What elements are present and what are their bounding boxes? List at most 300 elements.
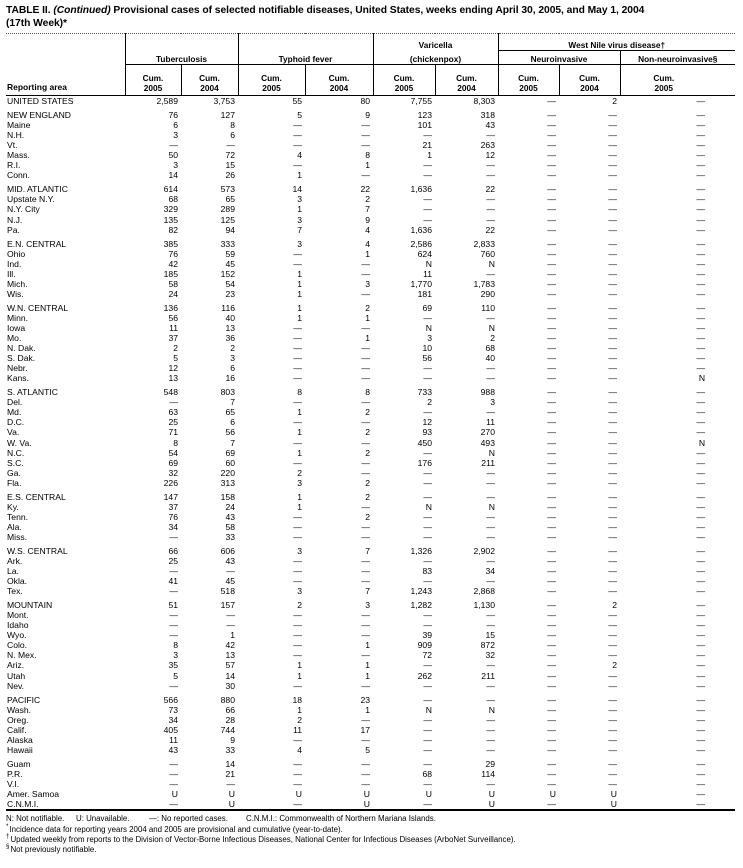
value-cell: — <box>361 467 370 478</box>
table-row <box>6 769 735 779</box>
value-cell: — <box>696 224 706 235</box>
table-row <box>6 373 735 383</box>
value-cell: — <box>169 586 178 597</box>
value-cell: 35 <box>168 660 178 671</box>
cum-year-header: Cum. 2005 <box>620 65 735 96</box>
value-cell: — <box>486 521 495 532</box>
wnv-neuroinvasive-header: Neuroinvasive <box>498 51 620 65</box>
value-cell: 58 <box>168 278 178 289</box>
value-cell: U <box>488 799 495 810</box>
value-cell: — <box>423 204 432 215</box>
value-cell: — <box>608 457 617 468</box>
value-cell: — <box>293 640 302 651</box>
value-cell: 8 <box>230 120 235 131</box>
value-cell: 8,303 <box>473 96 495 106</box>
value-cell: 270 <box>480 427 495 438</box>
value-cell: — <box>696 184 706 195</box>
value-cell: — <box>361 437 370 448</box>
value-cell: — <box>361 170 370 181</box>
value-cell: 116 <box>221 302 235 313</box>
value-cell: — <box>547 714 556 725</box>
value-cell: — <box>361 768 370 779</box>
value-cell: 3 <box>173 130 178 141</box>
value-cell: — <box>547 373 556 384</box>
value-cell: 1 <box>297 447 302 458</box>
value-cell: 34 <box>485 566 495 577</box>
value-cell: — <box>608 302 617 313</box>
value-cell: 518 <box>220 586 235 597</box>
value-cell: 23 <box>360 694 370 705</box>
value-cell: — <box>696 248 706 259</box>
value-cell: — <box>486 477 495 488</box>
value-cell: 152 <box>220 268 235 279</box>
value-cell: 2,902 <box>473 545 495 556</box>
value-cell: — <box>608 501 617 512</box>
value-cell: — <box>486 576 495 587</box>
value-cell: 32 <box>485 650 495 661</box>
table-row <box>6 681 735 691</box>
table-row <box>6 610 735 620</box>
value-cell: — <box>696 268 706 279</box>
value-cell: — <box>696 694 706 705</box>
value-cell: 1 <box>297 501 302 512</box>
value-cell: — <box>696 447 706 458</box>
value-cell: — <box>293 333 302 344</box>
value-cell: — <box>696 302 706 313</box>
value-cell: — <box>361 343 370 354</box>
row-label-cell: MID. ATLANTIC <box>7 184 68 195</box>
row-label-cell: Nev. <box>7 680 25 691</box>
value-cell: 2 <box>365 427 370 438</box>
value-cell: — <box>696 160 706 171</box>
value-cell: 94 <box>225 224 235 235</box>
value-cell: — <box>361 630 370 641</box>
value-cell: 23 <box>225 288 235 299</box>
footnote-dagger <box>6 835 737 845</box>
value-cell: 135 <box>163 214 178 225</box>
row-label-cell: Amer. Samoa <box>7 789 60 800</box>
row-label-cell: N.Y. City <box>7 204 40 215</box>
value-cell: 59 <box>225 248 235 259</box>
value-cell: — <box>608 630 617 641</box>
value-cell: — <box>169 779 178 789</box>
value-cell: 45 <box>225 576 235 587</box>
value-cell: — <box>169 630 178 641</box>
value-cell: 71 <box>168 427 178 438</box>
value-cell: — <box>486 620 495 631</box>
value-cell: 15 <box>485 630 495 641</box>
value-cell: 3 <box>365 278 370 289</box>
table-row <box>6 106 735 120</box>
value-cell: 1 <box>297 268 302 279</box>
value-cell: 29 <box>485 758 495 769</box>
row-label-cell: S. Dak. <box>7 353 36 364</box>
value-cell: 80 <box>360 96 370 106</box>
row-label-cell: Ind. <box>7 258 22 269</box>
value-cell: — <box>608 258 617 269</box>
value-cell: — <box>696 110 706 121</box>
value-cell: — <box>361 353 370 364</box>
varicella-header-line2: (chickenpox) <box>373 51 498 65</box>
value-cell: — <box>547 353 556 364</box>
value-cell: — <box>293 799 302 810</box>
value-cell: — <box>547 170 556 181</box>
value-cell: 4 <box>297 150 302 161</box>
table-row <box>6 150 735 160</box>
value-cell: — <box>608 417 617 428</box>
value-cell: — <box>608 704 617 715</box>
table-row <box>6 532 735 542</box>
value-cell: 3 <box>297 586 302 597</box>
value-cell: 56 <box>422 353 432 364</box>
value-cell: — <box>696 363 706 374</box>
table-row <box>6 130 735 140</box>
value-cell: 2 <box>173 343 178 354</box>
value-cell: 15 <box>225 160 235 171</box>
value-cell: 22 <box>360 184 370 195</box>
value-cell: — <box>696 194 706 205</box>
value-cell: — <box>608 467 617 478</box>
table-row <box>6 705 735 715</box>
table-row <box>6 140 735 150</box>
value-cell: 318 <box>480 110 495 121</box>
value-cell: — <box>696 417 706 428</box>
value-cell: — <box>608 640 617 651</box>
row-label-cell: V.I. <box>7 779 20 789</box>
table-title <box>6 5 737 30</box>
value-cell: — <box>696 799 706 810</box>
value-cell: 157 <box>220 600 235 611</box>
row-label-cell: Ga. <box>7 467 21 478</box>
value-cell: — <box>293 768 302 779</box>
value-cell: — <box>423 160 432 171</box>
row-label-cell: Ohio <box>7 248 26 259</box>
value-cell: — <box>608 238 617 249</box>
row-label-cell: UNITED STATES <box>7 96 74 106</box>
disease-table <box>6 33 735 811</box>
value-cell: — <box>169 620 178 631</box>
value-cell: — <box>423 467 432 478</box>
value-cell: 4 <box>365 238 370 249</box>
cum-year-header: Cum. 2004 <box>435 65 498 96</box>
table-row <box>6 353 735 363</box>
value-cell: 2,589 <box>156 96 178 106</box>
value-cell: 93 <box>422 427 432 438</box>
value-cell: — <box>226 140 235 151</box>
row-label-cell: Nebr. <box>7 363 28 374</box>
value-cell: — <box>696 353 706 364</box>
row-label-cell: E.S. CENTRAL <box>7 491 66 502</box>
value-cell: — <box>608 714 617 725</box>
row-label-cell: D.C. <box>7 417 25 428</box>
value-cell: 12 <box>485 150 495 161</box>
value-cell: 211 <box>481 670 495 681</box>
value-cell: 5 <box>173 353 178 364</box>
value-cell: 65 <box>225 194 235 205</box>
value-cell: — <box>608 724 617 735</box>
value-cell: 2,868 <box>473 586 495 597</box>
row-label-cell: Hawaii <box>7 744 33 755</box>
value-cell: 54 <box>168 447 178 458</box>
value-cell: 2 <box>612 600 617 611</box>
value-cell: 24 <box>168 288 178 299</box>
value-cell: — <box>608 650 617 661</box>
value-cell: — <box>486 363 495 374</box>
value-cell: — <box>608 744 617 755</box>
value-cell: — <box>696 288 706 299</box>
value-cell: 1 <box>297 407 302 418</box>
row-label-cell: Wash. <box>7 704 32 715</box>
value-cell: — <box>169 397 178 408</box>
value-cell: — <box>169 566 178 577</box>
value-cell: 60 <box>225 457 235 468</box>
value-cell: — <box>547 447 556 458</box>
value-cell: — <box>361 531 370 542</box>
row-label-cell: Maine <box>7 120 31 131</box>
value-cell: U <box>295 789 302 800</box>
value-cell: 1,130 <box>473 600 495 611</box>
value-cell: 329 <box>163 204 178 215</box>
value-cell: — <box>696 660 706 671</box>
value-cell: — <box>486 744 495 755</box>
row-label-cell: R.I. <box>7 160 21 171</box>
value-cell: — <box>547 194 556 205</box>
cum-year-header: Cum. 2004 <box>305 65 373 96</box>
value-cell: 54 <box>225 278 235 289</box>
value-cell: N <box>425 704 432 715</box>
value-cell: — <box>696 387 706 398</box>
value-cell: — <box>547 501 556 512</box>
value-cell: — <box>696 610 706 621</box>
value-cell: 4 <box>365 224 370 235</box>
value-cell: — <box>486 779 495 789</box>
table-row <box>6 160 735 170</box>
value-cell: 123 <box>417 110 432 121</box>
value-cell: 18 <box>292 694 302 705</box>
value-cell: — <box>608 333 617 344</box>
value-cell: 263 <box>480 140 495 151</box>
value-cell: 13 <box>225 322 235 333</box>
value-cell: — <box>547 620 556 631</box>
value-cell: — <box>608 312 617 323</box>
value-cell: — <box>608 204 617 215</box>
value-cell: 28 <box>225 714 235 725</box>
value-cell: N <box>425 258 432 269</box>
value-cell: — <box>169 680 178 691</box>
value-cell: 68 <box>422 768 432 779</box>
value-cell: 176 <box>417 457 432 468</box>
value-cell: 22 <box>485 184 495 195</box>
value-cell: — <box>608 407 617 418</box>
value-cell: 114 <box>481 768 495 779</box>
table-row <box>6 650 735 660</box>
value-cell: — <box>547 288 556 299</box>
value-cell: — <box>361 650 370 661</box>
value-cell: 289 <box>220 204 235 215</box>
row-label-cell: Wyo. <box>7 630 27 641</box>
value-cell: — <box>608 160 617 171</box>
value-cell: — <box>361 130 370 141</box>
value-cell: — <box>696 333 706 344</box>
value-cell: — <box>608 491 617 502</box>
table-section <box>6 596 735 690</box>
row-label-cell: Calif. <box>7 724 27 735</box>
value-cell: — <box>423 724 432 735</box>
value-cell: 3 <box>297 545 302 556</box>
table-row <box>6 333 735 343</box>
value-cell: 2,833 <box>473 238 495 249</box>
table-section <box>6 299 735 383</box>
value-cell: — <box>293 531 302 542</box>
value-cell: 988 <box>480 387 495 398</box>
value-cell: 110 <box>481 302 495 313</box>
cum-year-header: Cum. 2005 <box>498 65 559 96</box>
value-cell: 405 <box>163 724 178 735</box>
table-row <box>6 488 735 502</box>
row-label-cell: P.R. <box>7 768 23 779</box>
value-cell: 11 <box>293 724 302 735</box>
row-label-cell: Idaho <box>7 620 29 631</box>
value-cell: — <box>361 268 370 279</box>
value-cell: — <box>423 610 432 621</box>
value-cell: 43 <box>225 511 235 522</box>
value-cell: 25 <box>168 556 178 567</box>
footnote-asterisk <box>6 825 737 835</box>
value-cell: — <box>423 511 432 522</box>
value-cell: — <box>696 556 706 567</box>
cum-year-header: Cum. 2005 <box>373 65 435 96</box>
value-cell: — <box>547 417 556 428</box>
value-cell: — <box>547 600 556 611</box>
row-label-cell: S.C. <box>7 457 24 468</box>
value-cell: 1,770 <box>410 278 432 289</box>
footnote-section <box>6 845 737 855</box>
value-cell: — <box>547 694 556 705</box>
value-cell: — <box>293 373 302 384</box>
value-cell: — <box>696 768 706 779</box>
value-cell: 3 <box>297 214 302 225</box>
value-cell: 14 <box>225 758 235 769</box>
row-label-cell: Md. <box>7 407 22 418</box>
value-cell: — <box>293 576 302 587</box>
value-cell: — <box>547 437 556 448</box>
value-cell: N <box>488 258 495 269</box>
footnote-text: Updated weekly from reports to the Division of Vector-Borne Infectious Diseases, National Center for Infectious Diseases (ArboNet Surveillance). <box>10 834 516 844</box>
value-cell: 76 <box>168 511 178 522</box>
value-cell: 82 <box>168 224 178 235</box>
footnote-text: Not previously notifiable. <box>10 845 97 855</box>
row-label-cell: Fla. <box>7 477 22 488</box>
value-cell: — <box>361 288 370 299</box>
value-cell: 58 <box>225 521 235 532</box>
value-cell: — <box>608 521 617 532</box>
value-cell: — <box>361 734 370 745</box>
table-row <box>6 180 735 194</box>
value-cell: 1,636 <box>410 224 432 235</box>
value-cell: 9 <box>365 110 370 121</box>
table-row <box>6 170 735 180</box>
value-cell: — <box>486 556 495 567</box>
value-cell: — <box>547 96 556 106</box>
value-cell: — <box>423 312 432 323</box>
reporting-area-header: Reporting area <box>6 34 125 96</box>
table-row <box>6 556 735 566</box>
row-label-cell: PACIFIC <box>7 694 41 705</box>
value-cell: — <box>486 531 495 542</box>
value-cell: — <box>608 248 617 259</box>
value-cell: — <box>696 322 706 333</box>
value-cell: 7,755 <box>410 96 432 106</box>
value-cell: — <box>547 204 556 215</box>
value-cell: — <box>547 521 556 532</box>
table-title-line1 <box>6 5 737 18</box>
value-cell: — <box>361 457 370 468</box>
value-cell: 803 <box>220 387 235 398</box>
value-cell: — <box>608 586 617 597</box>
value-cell: 2 <box>365 194 370 205</box>
value-cell: — <box>293 680 302 691</box>
value-cell: — <box>547 556 556 567</box>
value-cell: — <box>293 160 302 171</box>
value-cell: 7 <box>365 586 370 597</box>
value-cell: 66 <box>168 545 178 556</box>
table-section <box>6 235 735 299</box>
row-label-cell: N. Mex. <box>7 650 37 661</box>
value-cell: 5 <box>365 744 370 755</box>
value-cell: 573 <box>220 184 235 195</box>
value-cell: — <box>547 586 556 597</box>
value-cell: 3 <box>490 397 495 408</box>
value-cell: — <box>608 140 617 151</box>
value-cell: — <box>696 397 706 408</box>
value-cell: — <box>361 397 370 408</box>
value-cell: 76 <box>168 248 178 259</box>
value-cell: — <box>293 734 302 745</box>
footnotes <box>6 814 737 855</box>
value-cell: — <box>547 768 556 779</box>
row-label-cell: Minn. <box>7 312 29 323</box>
value-cell: 7 <box>230 437 235 448</box>
value-cell: — <box>547 268 556 279</box>
table-section <box>6 755 735 810</box>
value-cell: — <box>547 224 556 235</box>
value-cell: — <box>547 779 556 789</box>
legend-not-notifiable: N: Not notifiable. <box>6 814 65 824</box>
table-row <box>6 343 735 353</box>
table-row <box>6 779 735 789</box>
title-text: Provisional cases of selected notifiable diseases, United States, weeks ending April 30, 2005, and May 1, 2004 <box>113 5 645 16</box>
table-row <box>6 745 735 755</box>
value-cell: 127 <box>220 110 235 121</box>
value-cell: N <box>425 322 432 333</box>
value-cell: 3 <box>297 477 302 488</box>
row-label-cell: Utah <box>7 670 26 681</box>
row-label-cell: E.N. CENTRAL <box>7 238 67 249</box>
value-cell: — <box>361 417 370 428</box>
value-cell: 566 <box>163 694 178 705</box>
table-row <box>6 427 735 437</box>
value-cell: 1,326 <box>410 545 432 556</box>
value-cell: — <box>608 545 617 556</box>
value-cell: — <box>293 511 302 522</box>
value-cell: 1 <box>297 660 302 671</box>
table-row <box>6 691 735 705</box>
table-row <box>6 576 735 586</box>
value-cell: 5 <box>173 670 178 681</box>
table-section <box>6 106 735 180</box>
value-cell: — <box>423 694 432 705</box>
value-cell: — <box>423 521 432 532</box>
